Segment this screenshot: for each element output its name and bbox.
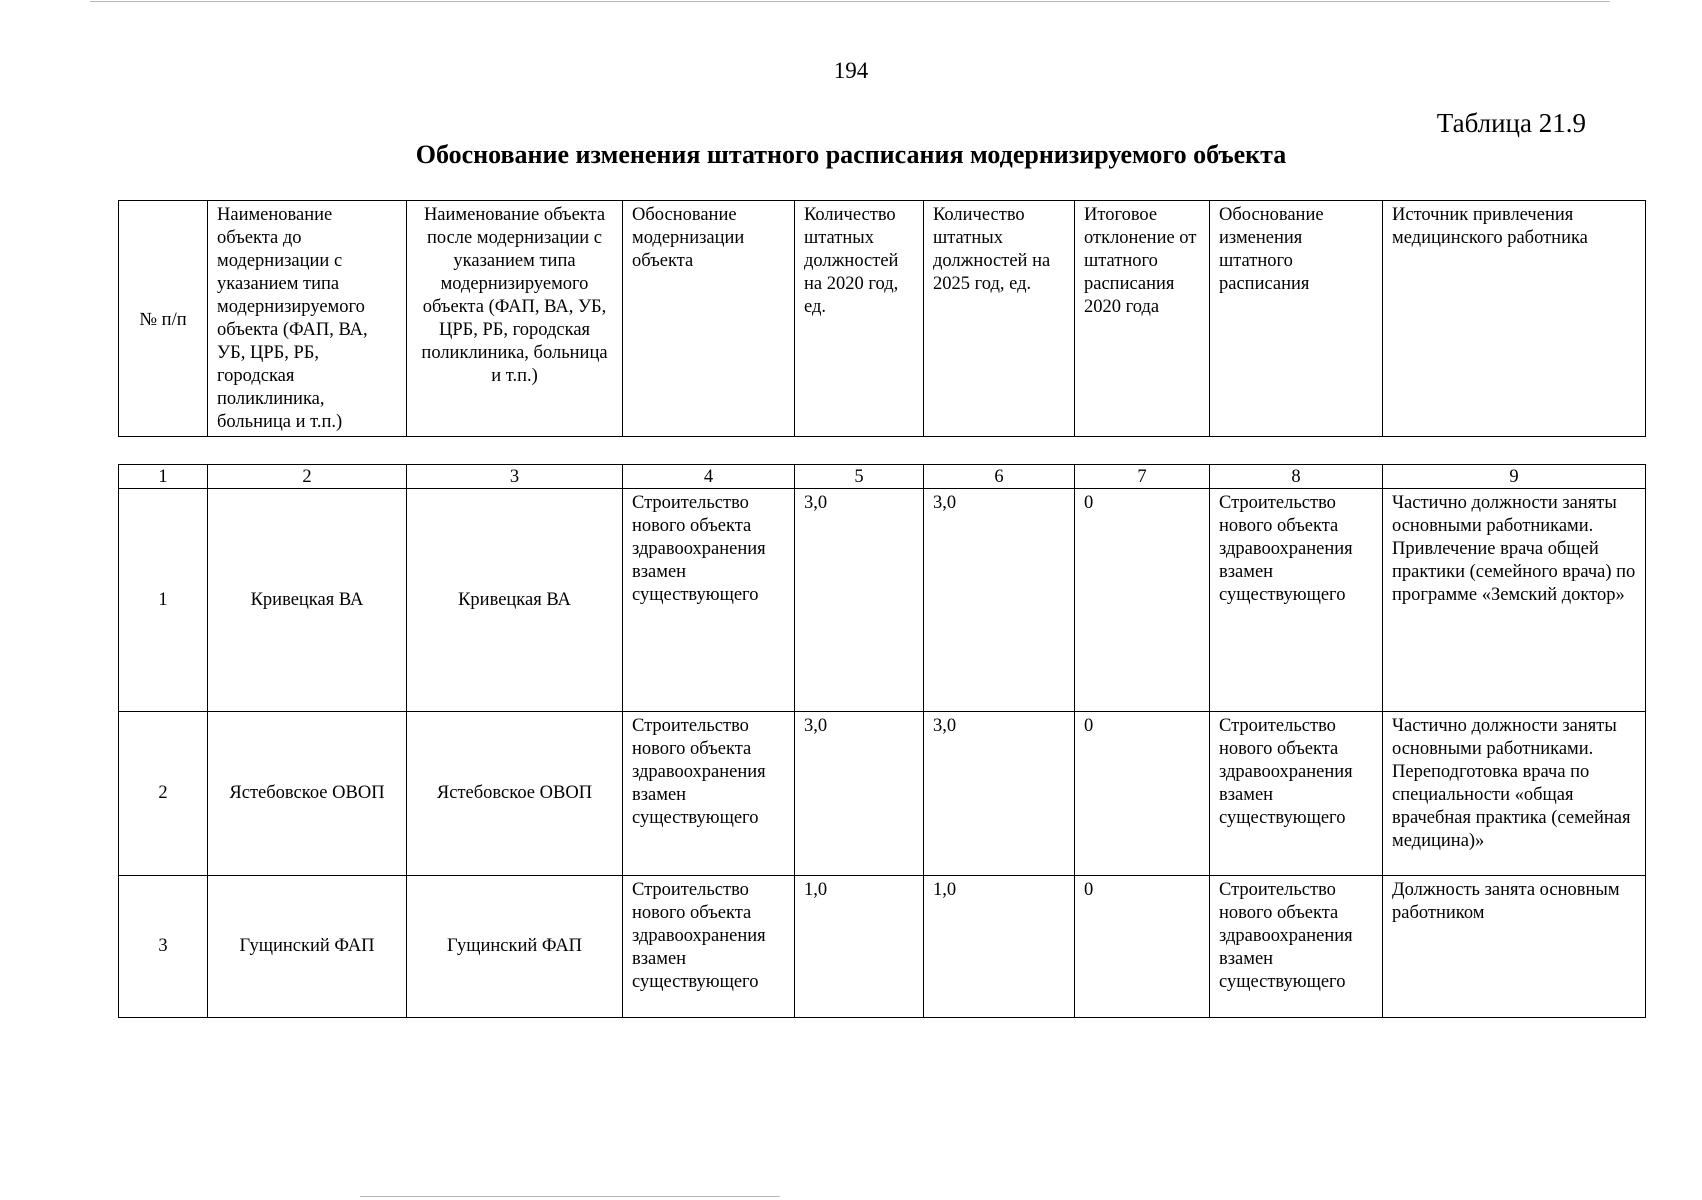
column-header: Количество штатных должностей на 2020 год, ед. xyxy=(795,201,924,437)
object-name-before: Ястебовское ОВОП xyxy=(208,712,407,876)
page-number: 194 xyxy=(833,58,869,83)
column-number: 2 xyxy=(208,465,407,489)
header-table xyxy=(118,200,1646,437)
staff-deviation: 0 xyxy=(1075,712,1210,876)
staff-2020: 3,0 xyxy=(795,489,924,712)
column-header-row xyxy=(119,201,1646,437)
column-number: 4 xyxy=(623,465,795,489)
page-title: Обоснование изменения штатного расписания модернизируемого объекта xyxy=(415,140,1287,169)
data-table xyxy=(118,464,1646,1018)
scan-edge-bottom xyxy=(360,1196,780,1197)
staff-2025: 1,0 xyxy=(924,876,1075,1018)
column-header: Количество штатных должностей на 2025 год, ед. xyxy=(924,201,1075,437)
worker-source: Должность занята основным работником xyxy=(1383,876,1646,1018)
object-name-after: Кривецкая ВА xyxy=(407,489,623,712)
object-name-before: Гущинский ФАП xyxy=(208,876,407,1018)
column-number: 7 xyxy=(1075,465,1210,489)
change-reason: Строительство нового объекта здравоохранения взамен существующего xyxy=(1210,712,1383,876)
worker-source: Частично должности заняты основными работниками. Переподготовка врача по специальности «общая врачебная практика (семейная медицина)» xyxy=(1383,712,1646,876)
staff-2025: 3,0 xyxy=(924,489,1075,712)
object-name-after: Ястебовское ОВОП xyxy=(407,712,623,876)
scan-edge-top xyxy=(90,1,1610,2)
change-reason: Строительство нового объекта здравоохранения взамен существующего xyxy=(1210,876,1383,1018)
column-number: 9 xyxy=(1383,465,1646,489)
staff-2025: 3,0 xyxy=(924,712,1075,876)
column-header: Итоговое отклонение от штатного расписания 2020 года xyxy=(1075,201,1210,437)
column-number: 5 xyxy=(795,465,924,489)
table-label: Таблица 21.9 xyxy=(1436,108,1586,138)
table-row xyxy=(119,489,1646,712)
modernization-justification: Строительство нового объекта здравоохранения взамен существующего xyxy=(623,712,795,876)
worker-source: Частично должности заняты основными работниками. Привлечение врача общей практики (семейного врача) по программе «Земский доктор» xyxy=(1383,489,1646,712)
staff-2020: 3,0 xyxy=(795,712,924,876)
column-number: 1 xyxy=(119,465,208,489)
change-reason: Строительство нового объекта здравоохранения взамен существующего xyxy=(1210,489,1383,712)
column-number: 3 xyxy=(407,465,623,489)
column-header: Источник привлечения медицинского работника xyxy=(1383,201,1646,437)
modernization-justification: Строительство нового объекта здравоохранения взамен существующего xyxy=(623,489,795,712)
row-number: 2 xyxy=(119,712,208,876)
staff-deviation: 0 xyxy=(1075,876,1210,1018)
column-number-row xyxy=(119,465,1646,489)
row-number: 1 xyxy=(119,489,208,712)
column-number: 6 xyxy=(924,465,1075,489)
column-header: Обоснование модернизации объекта xyxy=(623,201,795,437)
modernization-justification: Строительство нового объекта здравоохранения взамен существующего xyxy=(623,876,795,1018)
column-header: Наименование объекта после модернизации с указанием типа модернизируемого объекта (ФАП, ВА, УБ, ЦРБ, РБ, городская поликлиника, больница и т.п.) xyxy=(407,201,623,437)
object-name-after: Гущинский ФАП xyxy=(407,876,623,1018)
column-header: Обоснование изменения штатного расписания xyxy=(1210,201,1383,437)
staff-2020: 1,0 xyxy=(795,876,924,1018)
column-header: Наименование объекта до модернизации с указанием типа модернизируемого объекта (ФАП, ВА, УБ, ЦРБ, РБ, городская поликлиника, больница и т.п.) xyxy=(208,201,407,437)
table-row xyxy=(119,876,1646,1018)
staff-deviation: 0 xyxy=(1075,489,1210,712)
object-name-before: Кривецкая ВА xyxy=(208,489,407,712)
table-row xyxy=(119,712,1646,876)
column-number: 8 xyxy=(1210,465,1383,489)
column-header: № п/п xyxy=(119,201,208,437)
row-number: 3 xyxy=(119,876,208,1018)
